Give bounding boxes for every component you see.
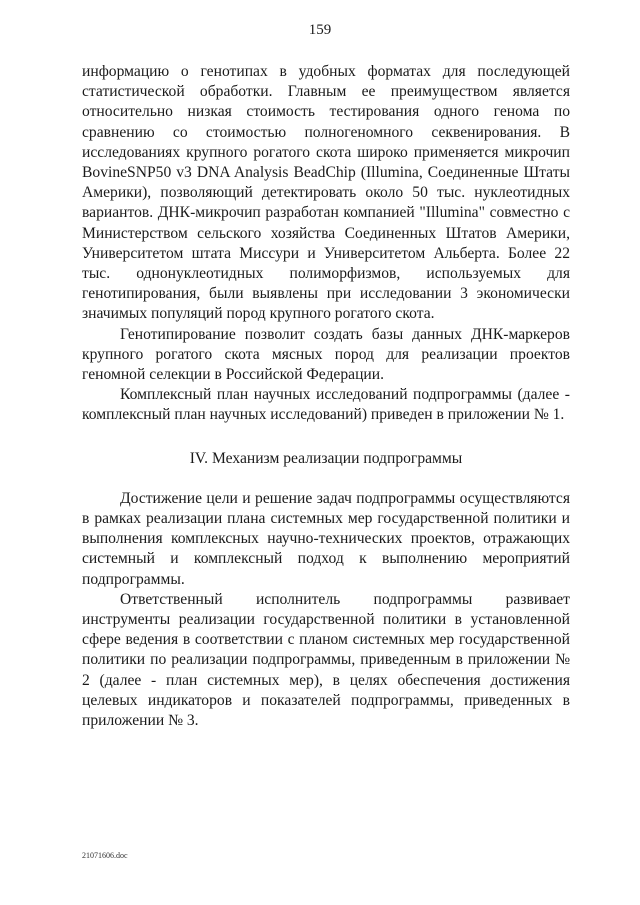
footer-doc-code: 21071606.doc (82, 851, 128, 860)
paragraph-responsible-executor: Ответственный исполнитель подпрограммы развивает инструменты реализации государственной политики в установленной сфере ведения в соответствии с планом системных мер государственной политики по реализации подпрограммы, приведенным в приложении № 2 (далее - план системных мер), в целях обеспечения достижения целевых индикаторов и показателей подпрограммы, приведенных в приложении № 3. (82, 590, 570, 730)
paragraph-research-plan: Комплексный план научных исследований подпрограммы (далее - комплексный план научных исследований) приведен в приложении № 1. (82, 386, 570, 424)
page-number: 159 (308, 22, 332, 38)
paragraph-goal-achievement: Достижение цели и решение задач подпрограммы осуществляются в рамках реализации плана системных мер государственной политики и выполнения комплексных научно-технических проектов, отражающих системный и комплексный подход к выполнению мероприятий подпрограммы. (82, 489, 570, 588)
section-heading: IV. Механизм реализации подпрограммы (189, 449, 463, 467)
paragraph-genotyping-databases: Генотипирование позволит создать базы данных ДНК-маркеров крупного рогатого скота мясных пород для реализации проектов геномной селекции в Российской Федерации. (82, 325, 570, 384)
document-body (82, 62, 570, 731)
paragraph-genotype-info: информацию о генотипах в удобных форматах для последующей статистической обработки. Главным ее преимуществом является относительно низкая стоимость тестирования одного генома по сравнению со стоимостью полногеномного секвенирования. В исследованиях крупного рогатого скота широко применяется микрочип BovineSNP50 v3 DNA Analysis BeadChip (Illumina, Соединенные Штаты Америки), позволяющий детектировать около 50 тыс. нуклеотидных вариантов. ДНК-микрочип разработан компанией "Illumina" совместно с Министерством сельского хозяйства Соединенных Штатов Америки, Университетом штата Миссури и Университетом Альберта. Более 22 тыс. однонуклеотидных полиморфизмов, используемых для генотипирования, были выявлены при исследовании 3 экономически значимых популяций пород крупного рогатого скота. (82, 63, 570, 323)
